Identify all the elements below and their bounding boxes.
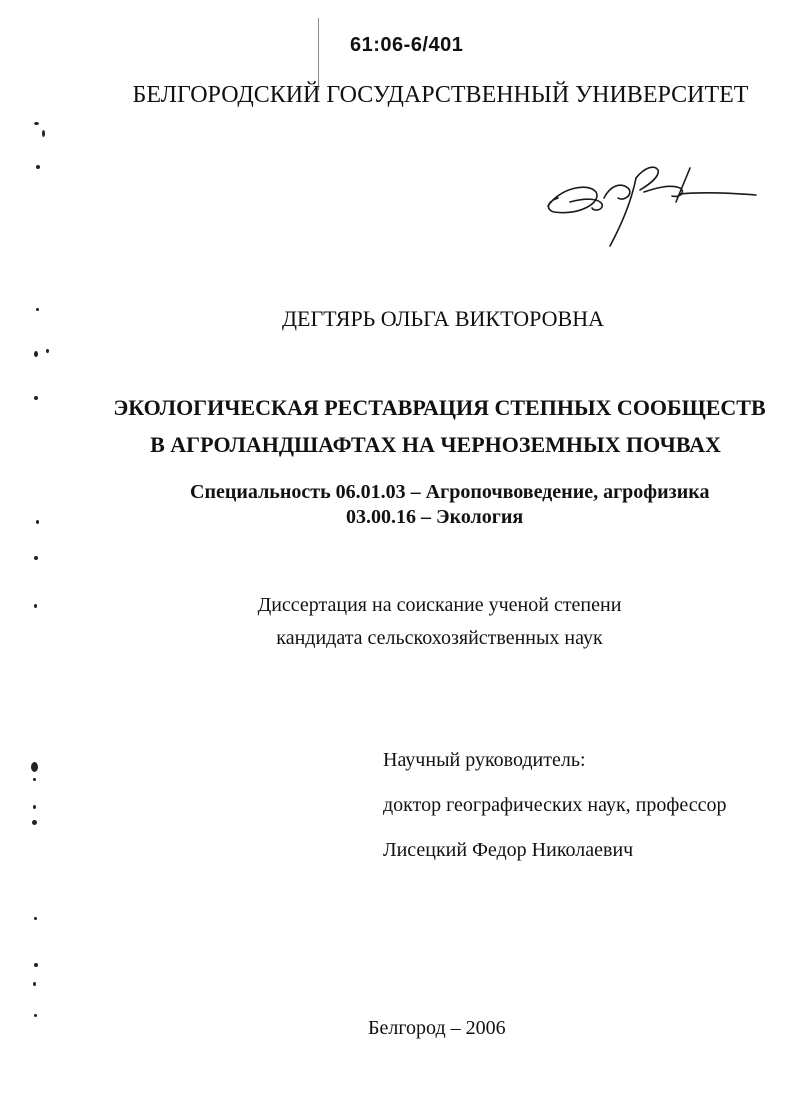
scan-speck xyxy=(33,982,36,986)
scan-speck xyxy=(34,556,38,560)
place-year: Белгород – 2006 xyxy=(368,1017,506,1039)
supervisor-label: Научный руководитель: xyxy=(383,749,586,771)
scan-speck xyxy=(32,820,37,825)
scan-speck xyxy=(34,396,38,400)
supervisor-name: Лисецкий Федор Николаевич xyxy=(383,839,634,861)
scan-speck xyxy=(34,917,37,920)
degree-line-1: Диссертация на соискание ученой степени xyxy=(257,594,622,616)
scan-speck xyxy=(34,963,38,967)
university-name: БЕЛГОРОДСКИЙ ГОСУДАРСТВЕННЫЙ УНИВЕРСИТЕТ xyxy=(132,82,749,108)
scan-speck xyxy=(34,351,38,357)
thesis-title-line-1: ЭКОЛОГИЧЕСКАЯ РЕСТАВРАЦИЯ СТЕПНЫХ СООБЩЕСТВ xyxy=(113,395,766,420)
handwritten-signature-icon xyxy=(540,158,760,253)
margin-rule xyxy=(318,18,319,90)
specialty-line-1: Специальность 06.01.03 – Агропочвоведение, агрофизика xyxy=(190,481,710,503)
author-name: ДЕГТЯРЬ ОЛЬГА ВИКТОРОВНА xyxy=(282,306,604,331)
scan-speck xyxy=(46,349,49,353)
scan-speck xyxy=(36,520,39,524)
specialty-line-2: 03.00.16 – Экология xyxy=(346,506,524,528)
scan-speck xyxy=(36,165,40,169)
thesis-title-line-2: В АГРОЛАНДШАФТАХ НА ЧЕРНОЗЕМНЫХ ПОЧВАХ xyxy=(150,432,721,457)
scan-speck xyxy=(33,805,36,809)
supervisor-rank: доктор географических наук, профессор xyxy=(383,794,727,816)
scan-speck xyxy=(34,604,37,608)
scan-speck xyxy=(31,762,38,772)
scan-speck xyxy=(34,122,39,125)
scan-speck xyxy=(33,778,36,781)
degree-line-2: кандидата сельскохозяйственных наук xyxy=(276,627,603,649)
scan-speck xyxy=(34,1014,37,1017)
scan-speck xyxy=(36,308,39,311)
scan-speck xyxy=(42,130,45,137)
call-number: 61:06-6/401 xyxy=(350,34,464,56)
